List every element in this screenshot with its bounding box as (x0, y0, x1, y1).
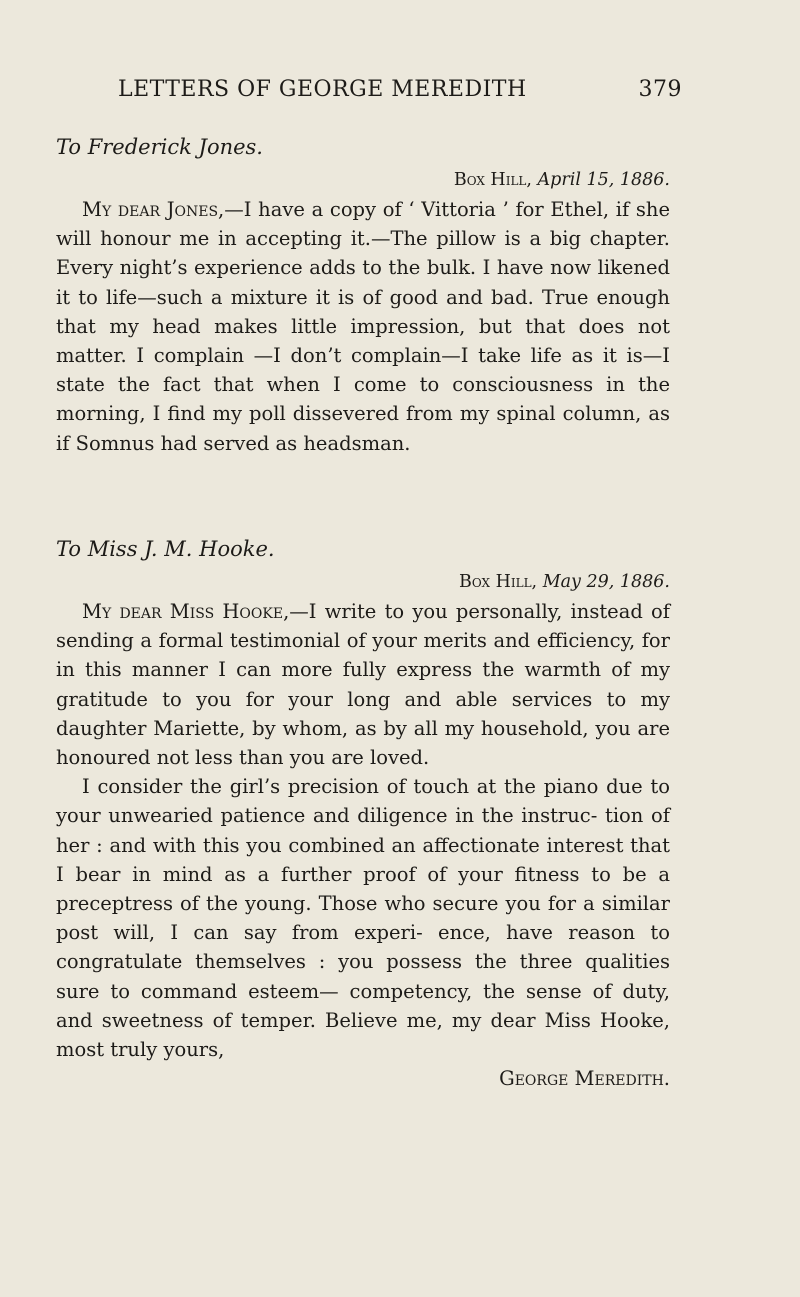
page-number: 379 (638, 77, 682, 102)
letter-salutation: My dear Jones, (82, 198, 225, 221)
letter-paragraph-text: —I have a copy of ‘ Vittoria ’ for Ethel, if she will honour me in accepting it.—The pillow is a big chapter. Every night’s experience adds to the bulk. I have now likened it to life—such a mixture it is of good and bad. True enough that my head makes little impression, but that does not matter. I complain —I don’t complain—I take life as it is—I state the fact that when I come to consciousness in the morning, I find my poll dissevered from my spinal column, as if Somnus had served as headsman. (56, 198, 670, 455)
letter-date: May 29, 1886. (542, 572, 670, 592)
letter-to-frederick-jones (56, 132, 670, 458)
letter-signature: George Meredith. (499, 1067, 670, 1091)
letter-date: April 15, 1886. (537, 170, 670, 190)
running-head (118, 76, 682, 104)
letter-paragraph (56, 195, 670, 458)
letter-dateline (56, 166, 670, 194)
letter-paragraph-text: —I write to you personally, instead of sending a formal testimonial of your merits and efficiency, for in this manner I can more fully express the warmth of my gratitude to you for your long and able services to my daughter Mariette, by whom, as by all my household, you are honoured not less than you are loved. (56, 600, 671, 770)
letter-to-miss-hooke (56, 534, 670, 1093)
letter-place: Box Hill, (459, 572, 538, 592)
letter-paragraph: I consider the girl’s precision of touch at the piano due to your unwearied patience and diligence in the instruc- tion of her : and with this you combined an affectionate interest that I bear in mind as a further proof of your fitness to be a preceptress of the young. Those who secure you for a similar post will, I can say from experi- ence, have reason to congratulate themselves : you possess the three qualities sure to command esteem— competency, the sense of duty, and sweetness of temper. Believe me, my dear Miss Hooke, most truly yours, (56, 775, 670, 1062)
letter-paragraph (56, 597, 670, 772)
letter-addressee: To Miss J. M. Hooke. (56, 537, 275, 561)
letter-dateline (56, 568, 670, 596)
letter-place: Box Hill, (453, 170, 532, 190)
letter-addressee: To Frederick Jones. (56, 135, 263, 159)
running-head-title: LETTERS OF GEORGE MEREDITH (118, 77, 527, 102)
letter-salutation: My dear Miss Hooke, (82, 600, 290, 623)
